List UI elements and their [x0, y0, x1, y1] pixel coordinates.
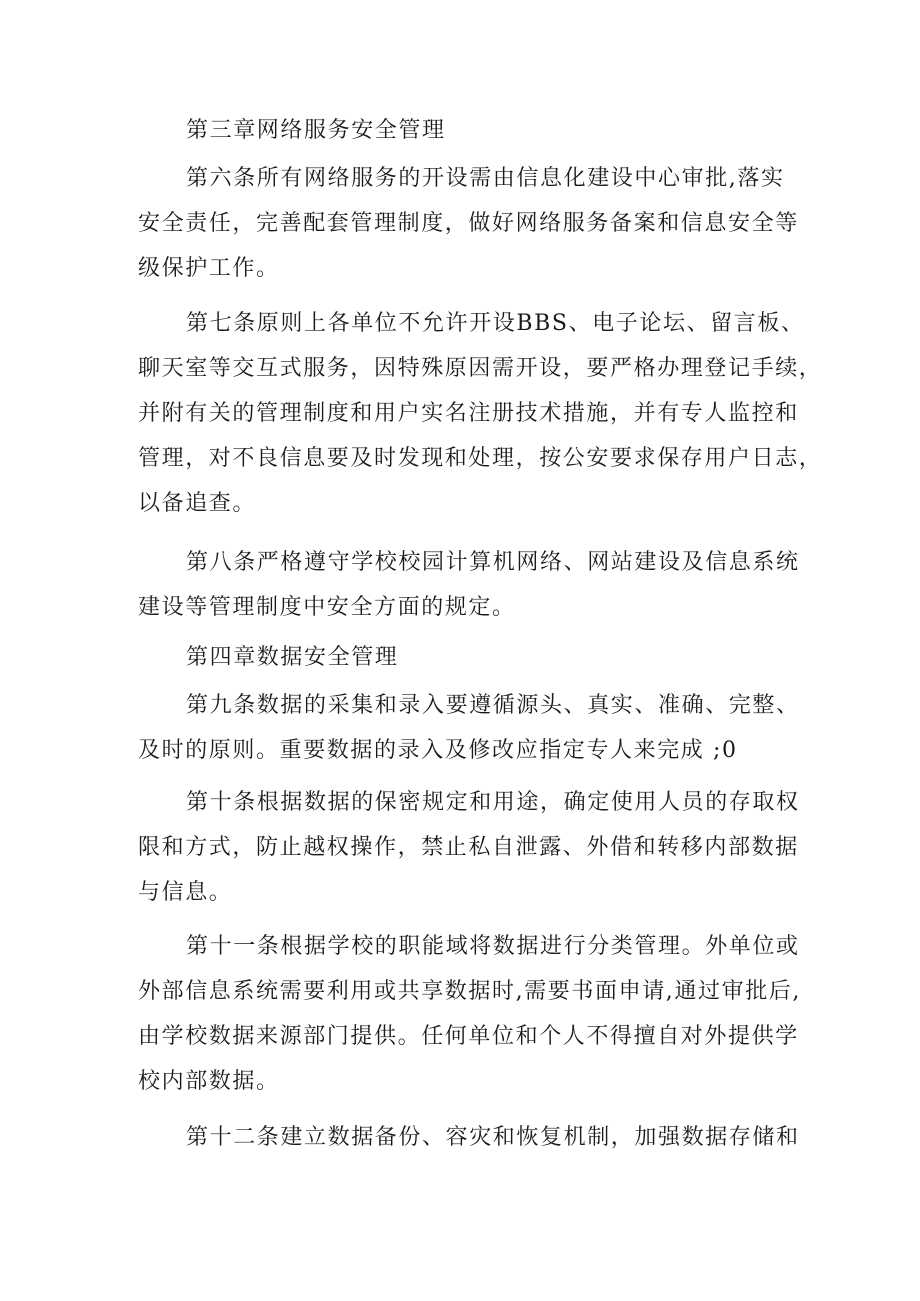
article-10-line-1: 第十条根据数据的保密规定和用途，确定使用人员的存取权 — [186, 790, 800, 815]
article-8-line-1: 第八条严格遵守学校校园计算机网络、网站建设及信息系统 — [186, 550, 800, 575]
article-7-line-5: 以备追查。 — [138, 491, 257, 516]
article-6-line-1: 第六条所有网络服务的开设需由信息化建设中心审批,落实 — [186, 166, 785, 191]
chapter-4-title: 第四章数据安全管理 — [186, 645, 399, 670]
article-7 — [138, 306, 823, 517]
article-10 — [138, 785, 798, 906]
article-9-line-1: 第九条数据的采集和录入要遵循源头、真实、准确、完整、 — [186, 693, 800, 718]
article-9-line-2: 及时的原则。重要数据的录入及修改应指定专人来完成 ;0 — [138, 738, 738, 763]
article-10-line-3: 与信息。 — [138, 880, 233, 905]
article-11-line-3: 由学校数据来源部门提供。任何单位和个人不得擅自对外提供学 — [138, 1024, 799, 1049]
article-12 — [138, 1120, 798, 1151]
article-8-line-2: 建设等管理制度中安全方面的规定。 — [138, 595, 516, 620]
article-10-line-2: 限和方式，防止越权操作，禁止私自泄露、外借和转移内部数据 — [138, 835, 799, 860]
article-11-line-4: 校内部数据。 — [138, 1069, 280, 1094]
article-6 — [138, 161, 798, 282]
article-7-line-4: 管理，对不良信息要及时发现和处理，按公安要求保存用户日志， — [138, 446, 823, 471]
article-6-line-3: 级保护工作。 — [138, 256, 280, 281]
article-7-line-2: 聊天室等交互式服务，因特殊原因需开设，要严格办理登记手续， — [138, 356, 823, 381]
chapter-3-heading — [138, 113, 446, 144]
article-12-line-1: 第十二条建立数据备份、容灾和恢复机制，加强数据存储和 — [186, 1125, 800, 1150]
chapter-4-heading — [138, 640, 398, 671]
article-8 — [138, 545, 798, 621]
article-9 — [138, 688, 798, 764]
article-11 — [138, 929, 808, 1095]
article-11-line-2: 外部信息系统需要利用或共享数据时,需要书面申请,通过审批后, — [138, 979, 801, 1004]
article-7-line-3: 并附有关的管理制度和用户实名注册技术措施，并有专人监控和 — [138, 401, 799, 426]
article-6-line-2: 安全责任，完善配套管理制度，做好网络服务备案和信息安全等 — [138, 211, 799, 236]
article-11-line-1: 第十一条根据学校的职能域将数据进行分类管理。外单位或 — [186, 934, 800, 959]
chapter-3-title: 第三章网络服务安全管理 — [186, 118, 446, 143]
article-7-line-1: 第七条原则上各单位不允许开设BBS、电子论坛、留言板、 — [186, 311, 805, 336]
